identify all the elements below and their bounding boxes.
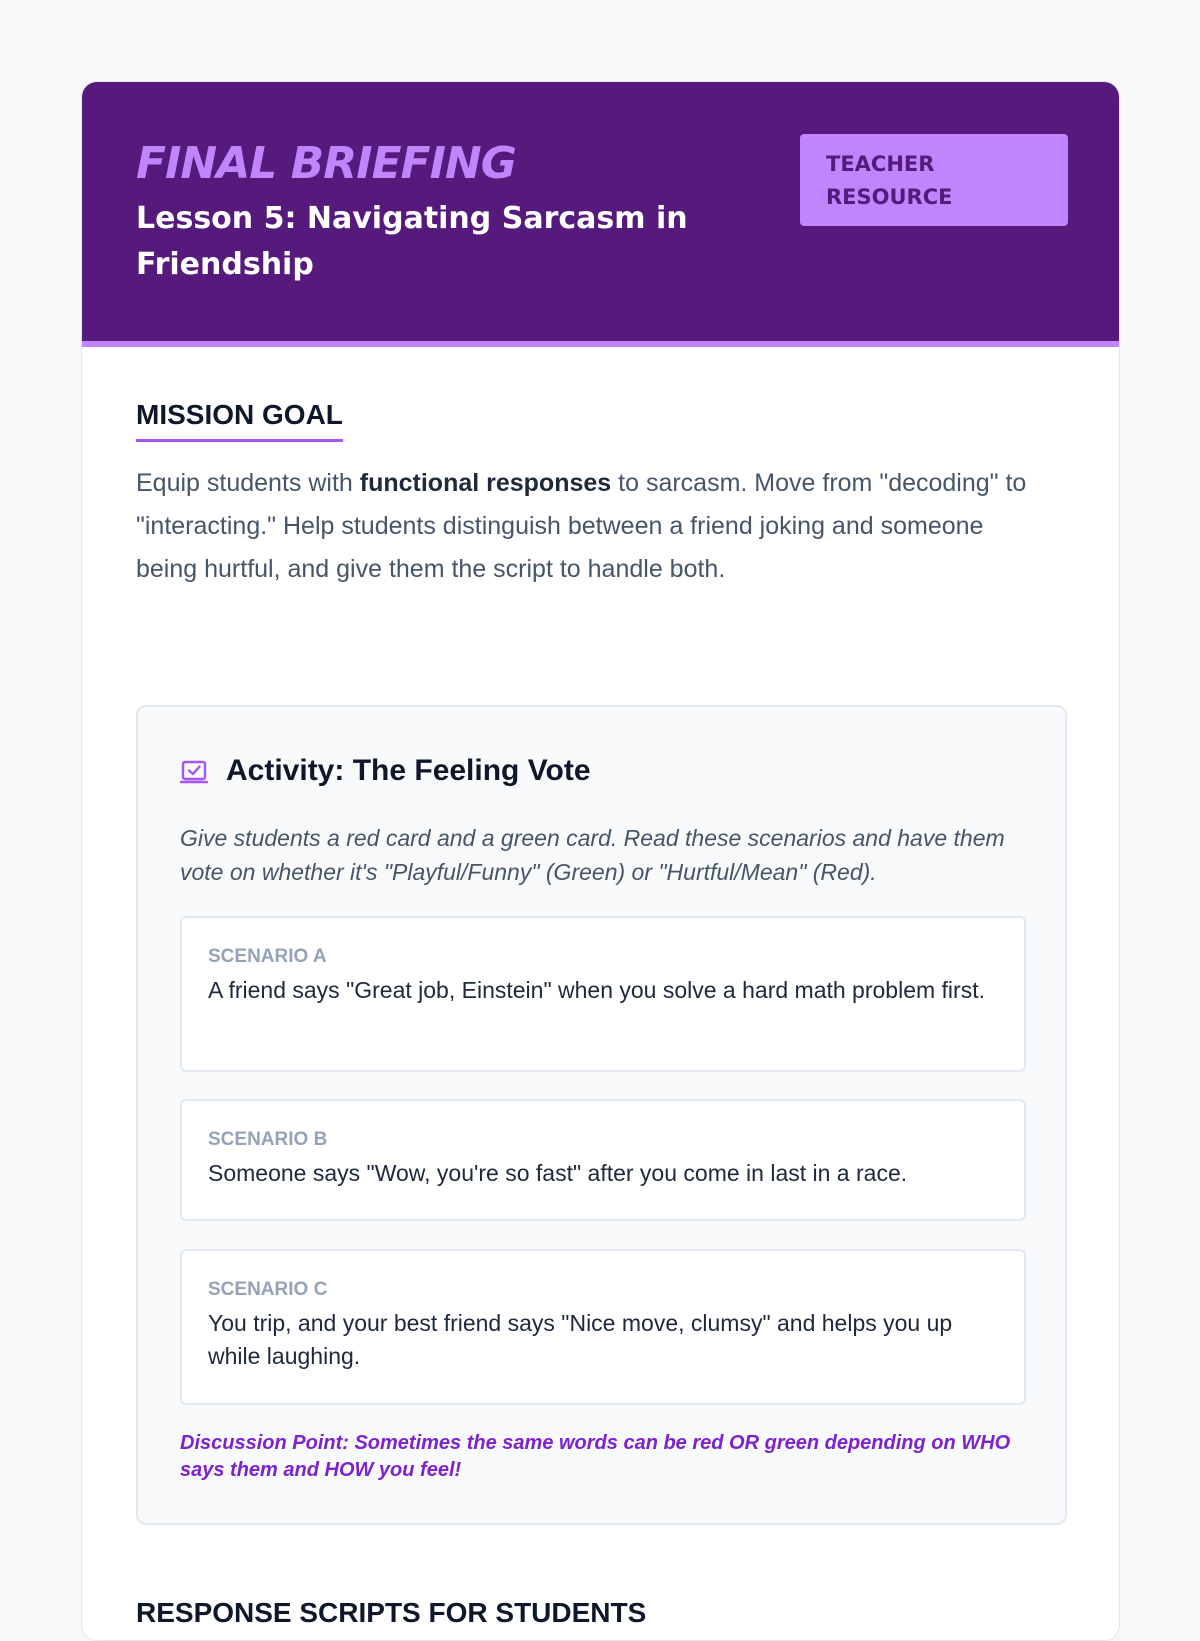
goal-text-end: to sarcasm. Move from "decoding" to "interacting." Help students distinguish between a friend joking and someone being hurtful, and give them the script to handle both. [136,469,1027,583]
lesson-subtitle: Lesson 5: Navigating Sarcasm in Friendship [136,201,688,282]
activity-title: Activity: The Feeling Vote [226,754,591,787]
goal-text-start: Equip students with [136,469,360,497]
activity-box [136,705,1067,1525]
scenario-text: A friend says "Great job, Einstein" when you solve a hard math problem first. [208,977,985,1003]
goal-text-emphasis: functional responses [359,469,612,497]
activity-instructions: Give students a red card and a green card. Read these scenarios and have them vote on whether it's "Playful/Funny" (Green) or "Hurtful/Mean" (Red). [180,825,1005,885]
scenario-card-c [180,1249,1026,1405]
teacher-resource-badge: TEACHER RESOURCE [800,134,1068,226]
scenario-card-b [180,1099,1026,1221]
briefing-card [81,81,1120,1641]
scenario-label: SCENARIO B [208,1129,328,1150]
scenario-card-a [180,916,1026,1072]
scenario-label: SCENARIO C [208,1279,328,1300]
mission-goal-text [136,462,1036,591]
checkbox-icon [180,759,208,785]
response-scripts-heading: RESPONSE SCRIPTS FOR STUDENTS [136,1597,647,1628]
header [82,82,1119,347]
page-title: FINAL BRIEFING [136,138,516,189]
scenario-text: Someone says "Wow, you're so fast" after you come in last in a race. [208,1160,908,1186]
scenario-text: You trip, and your best friend says "Nice move, clumsy" and helps you up while laughing. [208,1310,953,1369]
discussion-point: Discussion Point: Sometimes the same words can be red OR green depending on WHO says them and HOW you feel! [180,1432,1011,1481]
scenario-label: SCENARIO A [208,946,327,967]
mission-goal-heading: MISSION GOAL [136,393,343,442]
